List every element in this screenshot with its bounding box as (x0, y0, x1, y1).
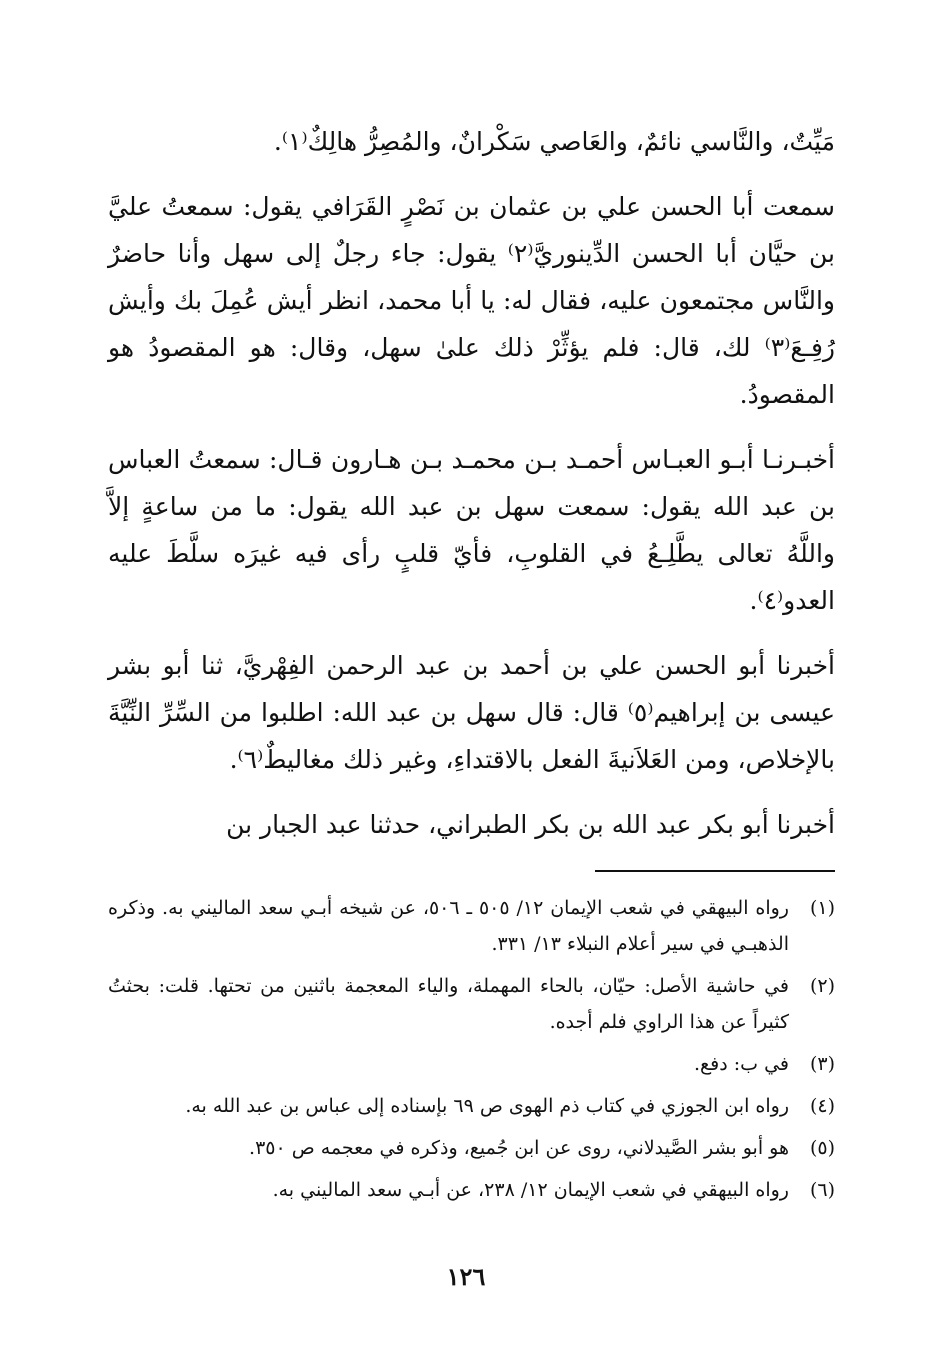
footnote-5 (108, 1130, 835, 1166)
footnote-1 (108, 890, 835, 962)
paragraph-1: مَيِّتٌ، والنَّاسي نائمٌ، والعَاصي سَكْرانٌ، والمُصِرُّ هالِكٌ⁽١⁾. (273, 127, 835, 156)
footnote-number: (٢) (809, 975, 835, 997)
paragraph-2: سمعت أبا الحسن علي بن عثمان بن نَصْرٍ القَرَافي يقول: سمعتُ عليَّ بن حيَّان أبا الحسن الدِّينوريَّ⁽٢⁾ يقول: جاء رجلٌ إلى سهل وأنا حاضرٌ والنَّاس مجتمعون عليه، فقال له: يا أبا محمد، انظر أيش عُمِلَ بك وأيش رُفِـعَ⁽٣⁾ لك، قال: فلم يؤثِّرْ ذلك علىٰ سهل، وقال: هو المقصودُ هو المقصودُ. (108, 192, 835, 409)
footnote-number: (٦) (809, 1179, 835, 1201)
paragraph-5: أخبرنا أبو بكر عبد الله بن بكر الطبراني، حدثنا عبد الجبار بن (226, 810, 835, 839)
footnote-text: رواه البيهقي في شعب الإيمان ١٢/ ٥٠٥ ـ ٥٠٦، عن شيخه أبـي سعد الماليني به. وذكره الذهبـي في سير أعلام النبلاء ١٣/ ٣٣١. (108, 897, 789, 955)
paragraph-4: أخبرنا أبو الحسن علي بن أحمد بن عبد الرحمن الفِهْريَّ، ثنا أبو بشر عيسى بن إبراهيم⁽٥⁾ قال: قال سهل بن عبد الله: اطلبوا من السِّرِّ النِّيَّةَ بالإخلاص، ومن العَلاَنيةَ الفعل بالاقتداءِ، وغير ذلك مغاليطٌ⁽٦⁾. (108, 651, 835, 774)
footnote-6 (108, 1172, 835, 1208)
footnote-3 (108, 1046, 835, 1082)
footnote-separator (595, 870, 835, 872)
footnote-4 (108, 1088, 835, 1124)
paragraph-3: أخبـرنـا أبـو العبـاس أحمـد بـن محمـد بـن هـارون قـال: سمعتُ العباس بن عبد الله يقول: سمعت سهل بن عبد الله يقول: ما من ساعةٍ إلاَّ واللَّهُ تعالى يطَّلِـعُ في القلوبِ، فأيّ قلبٍ رأى فيه غيرَه سلَّطَ عليه العدو⁽٤⁾. (108, 445, 835, 615)
page-number: ١٢٦ (446, 1262, 486, 1291)
footnote-text: في ب: دفع. (694, 1053, 789, 1075)
main-text (108, 118, 835, 848)
footnote-2 (108, 968, 835, 1040)
footnote-text: رواه البيهقي في شعب الإيمان ١٢/ ٢٣٨، عن أبـي سعد الماليني به. (272, 1179, 789, 1201)
footnote-number: (٤) (809, 1095, 835, 1117)
footnote-text: في حاشية الأصل: حيّان، بالحاء المهملة، والياء المعجمة باثنين من تحتها. قلت: بحثتُ كثيراً عن هذا الراوي فلم أجده. (108, 975, 789, 1033)
footnote-text: رواه ابن الجوزي في كتاب ذم الهوى ص ٦٩ بإسناده إلى عباس بن عبد الله به. (185, 1095, 789, 1117)
footnote-number: (٥) (809, 1137, 835, 1159)
footnote-number: (٣) (809, 1053, 835, 1075)
footnote-text: هو أبو بشر الصَّيدلاني، روى عن ابن جُميع، وذكره في معجمه ص ٣٥٠. (249, 1137, 789, 1159)
footnotes (108, 890, 835, 1208)
footnote-number: (١) (809, 897, 835, 919)
book-page (108, 118, 835, 1318)
